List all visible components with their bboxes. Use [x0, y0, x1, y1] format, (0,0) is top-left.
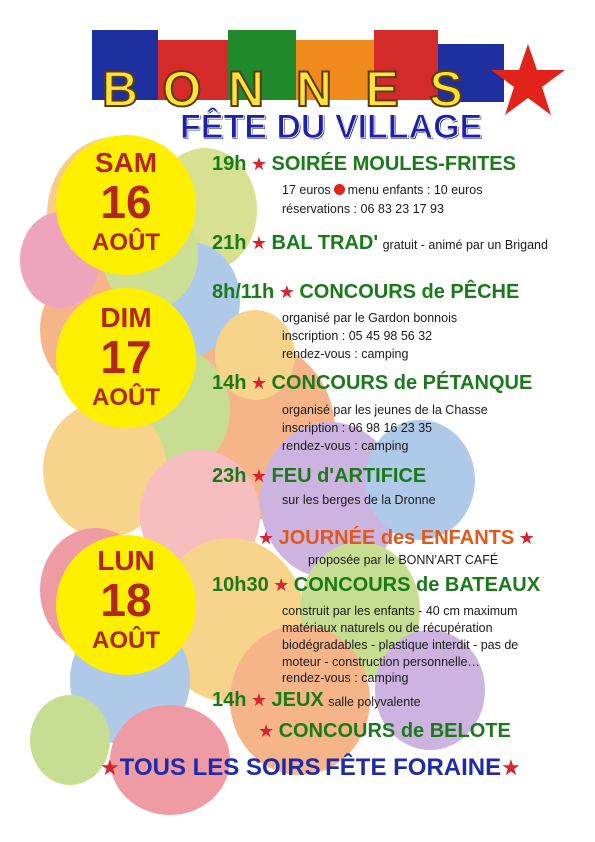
event-line: inscription : 06 98 16 23 35 — [282, 421, 433, 435]
event-line: proposée par le BONN'ART CAFÉ — [308, 553, 499, 567]
event-detail: salle polyvalente — [328, 695, 421, 709]
event-line: rendez-vous : camping — [282, 347, 409, 361]
event-detail: gratuit - animé par un Brigand — [382, 238, 548, 252]
event-time: 23h — [212, 465, 247, 487]
event-title: CONCOURS de PÉTANQUE — [271, 372, 533, 394]
footer-left: TOUS LES SOIRS — [119, 754, 321, 781]
poster-subtitle: FÊTE DU VILLAGE — [180, 108, 483, 146]
event-title: CONCOURS de BATEAUX — [293, 574, 541, 596]
letter: S — [429, 61, 463, 117]
day-weekday: DIM — [100, 302, 152, 333]
event-title: SOIRÉE MOULES-FRITES — [271, 153, 516, 175]
event-title: FEU d'ARTIFICE — [271, 465, 427, 487]
event-jeux — [212, 689, 421, 712]
footer-right: FÊTE FORAINE — [325, 754, 502, 781]
star-icon: ★ — [518, 528, 535, 548]
letter: B — [101, 61, 139, 117]
star-icon: ★ — [100, 755, 120, 780]
event-peche — [212, 281, 519, 304]
event-time: 8h/11h — [212, 281, 275, 303]
event-title: BAL TRAD' — [271, 232, 379, 254]
star-icon: ★ — [250, 690, 268, 710]
red-dot-icon — [334, 184, 345, 195]
event-line: sur les berges de la Dronne — [282, 493, 436, 507]
event-time: 14h — [212, 372, 247, 394]
event-time: 19h — [212, 153, 247, 175]
day-date: 18 — [100, 574, 152, 626]
day-badge-saturday — [56, 135, 196, 275]
letter: N — [227, 61, 265, 117]
event-line: rendez-vous : camping — [282, 671, 409, 685]
day-date: 16 — [100, 176, 152, 228]
balloon — [30, 695, 110, 785]
day-month: AOÛT — [92, 384, 160, 411]
event-bal-trad — [212, 232, 548, 255]
event-title: CONCOURS de PÊCHE — [299, 281, 520, 303]
footer-banner — [100, 754, 521, 782]
reservation-line: réservations : 06 83 23 17 93 — [282, 202, 444, 216]
event-bateaux — [212, 574, 540, 597]
event-line: organisé par les jeunes de la Chasse — [282, 403, 488, 417]
day-weekday: SAM — [94, 147, 158, 178]
day-weekday: LUN — [97, 545, 155, 576]
star-icon: ★ — [258, 721, 275, 741]
event-title: JEUX — [271, 689, 324, 711]
star-icon: ★ — [501, 755, 521, 780]
star-icon: ★ — [250, 466, 268, 486]
day-month: AOÛT — [92, 627, 160, 654]
star-icon: ★ — [250, 154, 268, 174]
kids-price: menu enfants : 10 euros — [347, 183, 483, 197]
price: 17 euros — [282, 183, 331, 197]
day-date: 17 — [100, 331, 152, 383]
event-belote — [258, 720, 511, 743]
event-petanque — [212, 372, 532, 395]
event-time: 10h30 — [212, 574, 269, 596]
star-icon: ★ — [250, 233, 268, 253]
event-moules-frites — [212, 153, 516, 176]
day-month: AOÛT — [92, 229, 160, 256]
star-icon: ★ — [278, 282, 295, 302]
event-line: inscription : 05 45 98 56 32 — [282, 329, 433, 343]
event-title: CONCOURS de BELOTE — [278, 720, 511, 742]
letter: O — [162, 61, 202, 117]
star-icon: ★ — [250, 373, 268, 393]
event-journee-enfants — [258, 527, 535, 550]
event-artifice — [212, 465, 426, 488]
day-badge-sunday — [56, 288, 196, 428]
big-star-icon — [488, 42, 568, 118]
event-line: organisé par le Gardon bonnois — [282, 311, 458, 325]
event-line: biodégradables - plastique interdit - pas de — [282, 638, 519, 652]
event-price-line — [282, 183, 482, 197]
letter: N — [295, 61, 333, 117]
event-line: rendez-vous : camping — [282, 439, 409, 453]
event-title: JOURNÉE des ENFANTS — [278, 527, 515, 549]
event-line: matériaux naturels ou de récupération — [282, 621, 493, 635]
event-time: 14h — [212, 689, 247, 711]
star-icon: ★ — [273, 575, 290, 595]
letter: E — [365, 61, 399, 117]
day-badge-monday — [56, 535, 196, 675]
event-line: construit par les enfants - 40 cm maximum — [282, 604, 518, 618]
event-time: 21h — [212, 232, 247, 254]
star-icon: ★ — [258, 528, 275, 548]
event-line: moteur - construction personnelle… — [282, 655, 481, 669]
